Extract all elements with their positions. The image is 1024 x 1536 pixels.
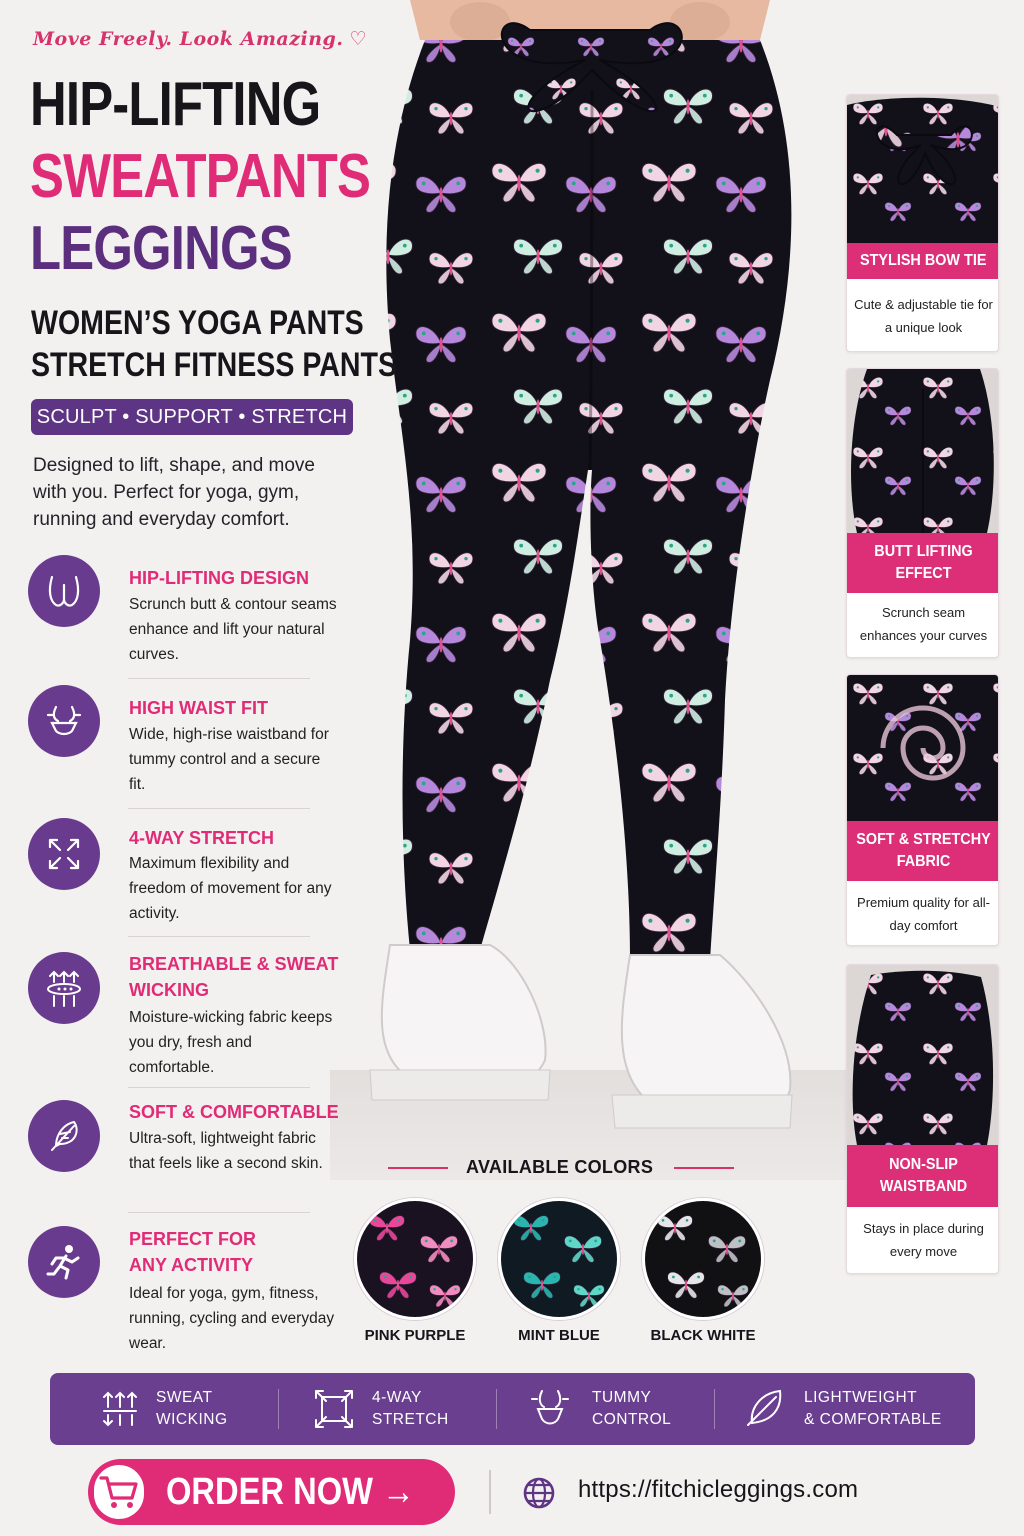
benefit-line: STRETCH <box>372 1411 449 1428</box>
waist-icon <box>28 685 100 757</box>
feature-desc: Ideal for yoga, gym, fitness, running, cycling and everyday wear. <box>129 1285 335 1352</box>
feature-title: HIGH WAIST FIT <box>129 698 268 718</box>
leaf-icon <box>742 1387 786 1431</box>
card-title: SOFT & STRETCHY FABRIC <box>847 821 999 881</box>
sweat-arrows-icon <box>100 1389 140 1429</box>
feature-breathable <box>28 950 339 1080</box>
color-label: PINK PURPLE <box>364 1327 466 1344</box>
benefit-line: WICKING <box>156 1411 228 1428</box>
divider <box>128 678 310 679</box>
color-swatch-pink-purple[interactable] <box>354 1198 476 1320</box>
divider <box>128 936 310 937</box>
card-image <box>847 675 999 821</box>
card-desc: Stays in place during every move <box>863 1221 984 1259</box>
feature-title: PERFECT FOR ANY ACTIVITY <box>129 1229 257 1275</box>
feature-soft <box>28 1096 339 1206</box>
feature-title: HIP-LIFTING DESIGN <box>129 568 309 588</box>
benefit-stretch <box>312 1373 449 1445</box>
subtitle-line-2: STRETCH FITNESS PANTS <box>31 346 398 384</box>
benefits-bar <box>50 1373 975 1445</box>
card-desc: Scrunch seam enhances your curves <box>859 605 988 643</box>
feature-title: SOFT & COMFORTABLE <box>129 1102 339 1122</box>
card-title: STYLISH BOW TIE <box>847 243 999 279</box>
intro-text: Designed to lift, shape, and move with you. Perfect for yoga, gym, running and everyday comfort. <box>33 455 316 530</box>
feature-high-waist <box>28 685 328 795</box>
feature-desc: Ultra-soft, lightweight fabric that feels like a second skin. <box>129 1130 323 1172</box>
divider <box>278 1389 279 1429</box>
runner-icon <box>28 1226 100 1298</box>
airflow-icon <box>28 952 100 1024</box>
feature-hip-lifting <box>28 555 337 663</box>
benefit-line: 4-WAY <box>372 1389 422 1406</box>
feature-stretch <box>28 818 332 928</box>
divider <box>489 1470 491 1514</box>
card-title: BUTT LIFTING EFFECT <box>847 533 999 593</box>
divider <box>128 1212 310 1213</box>
website-link[interactable]: https://fitchicleggings.com <box>578 1476 859 1503</box>
arrow-right-icon: → <box>381 1470 415 1513</box>
feature-desc: Maximum flexibility and freedom of movement for any activity. <box>129 855 332 922</box>
divider <box>674 1167 734 1169</box>
feather-icon <box>28 1100 100 1172</box>
tummy-icon <box>528 1387 572 1431</box>
benefit-line: & COMFORTABLE <box>804 1411 942 1428</box>
divider <box>128 1087 310 1088</box>
color-swatch-black-white[interactable] <box>642 1198 764 1320</box>
divider <box>496 1389 497 1429</box>
leggings-hero-illustration <box>330 0 850 1150</box>
order-now-button[interactable] <box>88 1459 455 1525</box>
feature-desc: Wide, high-rise waistband for tummy control and a secure fit. <box>129 726 329 793</box>
feature-desc: Scrunch butt & contour seams enhance and lift your natural curves. <box>129 596 337 663</box>
hips-icon <box>28 555 100 627</box>
stretch-square-icon <box>312 1387 356 1431</box>
benefit-pill: SCULPT • SUPPORT • STRETCH <box>31 399 353 435</box>
card-desc: Cute & adjustable tie for a unique look <box>854 297 993 335</box>
globe-icon <box>522 1476 556 1510</box>
card-image <box>847 369 999 533</box>
benefit-line: SWEAT <box>156 1389 213 1406</box>
card-image <box>847 95 999 243</box>
card-title: NON-SLIP WAISTBAND <box>847 1145 999 1207</box>
card-soft-fabric <box>846 674 999 946</box>
benefit-sweat-wicking <box>100 1373 228 1445</box>
card-non-slip <box>846 964 999 1274</box>
color-swatch-mint-blue[interactable] <box>498 1198 620 1320</box>
title-line-3: LEGGINGS <box>30 214 292 283</box>
heart-icon: ♡ <box>349 28 368 50</box>
benefit-line: TUMMY <box>592 1389 652 1406</box>
tagline: Move Freely. Look Amazing. ♡ <box>33 28 368 50</box>
color-label: BLACK WHITE <box>650 1327 756 1344</box>
feature-title: 4-WAY STRETCH <box>129 828 275 848</box>
card-desc: Premium quality for all-day comfort <box>857 895 990 933</box>
subtitle-line-1: WOMEN’S YOGA PANTS <box>31 304 364 342</box>
card-bow-tie <box>846 94 999 352</box>
leggings-shape <box>386 40 791 960</box>
order-now-label: ORDER NOW → <box>165 1470 415 1513</box>
color-label: MINT BLUE <box>518 1327 600 1344</box>
card-image <box>847 965 999 1145</box>
feature-title: BREATHABLE & SWEAT WICKING <box>129 954 339 1000</box>
available-colors-heading: AVAILABLE COLORS <box>466 1157 654 1177</box>
feature-any-activity <box>28 1226 335 1356</box>
cart-icon <box>94 1465 144 1519</box>
card-butt-lifting <box>846 368 999 658</box>
benefit-line: CONTROL <box>592 1411 672 1428</box>
expand-arrows-icon <box>28 818 100 890</box>
divider <box>714 1389 715 1429</box>
benefit-tummy-control <box>528 1373 671 1445</box>
feature-desc: Moisture-wicking fabric keeps you dry, fresh and comfortable. <box>129 1009 333 1076</box>
benefit-lightweight <box>742 1373 942 1445</box>
title-line-1: HIP-LIFTING <box>30 70 321 139</box>
benefit-line: LIGHTWEIGHT <box>804 1389 918 1406</box>
divider <box>388 1167 448 1169</box>
divider <box>128 808 310 809</box>
title-line-2: SWEATPANTS <box>30 142 371 211</box>
